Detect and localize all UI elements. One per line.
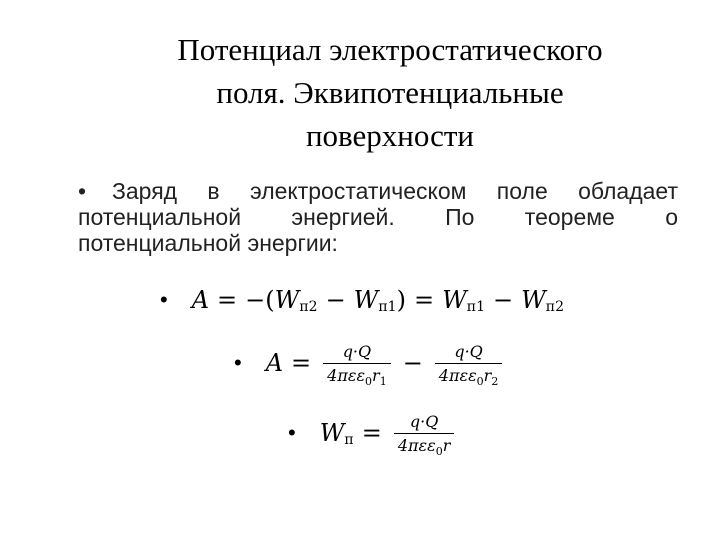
minus-open-paren: −(	[245, 286, 275, 314]
equals-sign: =	[291, 349, 312, 377]
equals-sign: =	[217, 286, 238, 314]
subscript-zero: 0	[365, 374, 373, 388]
minus-sign: −	[402, 349, 423, 377]
minus-sign: −	[493, 286, 514, 314]
radius-symbol: r	[372, 365, 380, 385]
radius-symbol: r	[442, 435, 451, 455]
symbol-energy: W	[319, 419, 345, 447]
equals-sign: =	[361, 419, 382, 447]
paragraph-line-2: потенциальной энергией. По теореме о	[78, 204, 678, 230]
fraction-r1	[323, 341, 391, 388]
fraction-numerator: q·Q	[454, 341, 483, 361]
equals-sign: =	[413, 286, 435, 314]
paragraph-line-3: потенциальной энергии:	[78, 230, 338, 256]
subscript-two: 2	[491, 374, 499, 388]
bullet-paragraph	[78, 178, 678, 256]
formula-work-coulomb	[234, 333, 506, 393]
symbol-energy: W	[521, 286, 546, 314]
symbol-energy: W	[442, 286, 467, 314]
close-paren: )	[396, 286, 406, 314]
formula-bullet: •	[288, 420, 296, 445]
subscript-p1: п1	[466, 299, 485, 315]
subscript-p2: п2	[545, 299, 565, 315]
formula-bullet: •	[234, 350, 242, 375]
minus-sign: −	[325, 286, 346, 314]
subscript-one: 1	[379, 374, 387, 388]
subscript-p1: п1	[378, 299, 397, 315]
subscript-p2: п2	[299, 299, 318, 315]
subscript-zero: 0	[476, 374, 484, 388]
fraction-denominator	[394, 433, 455, 458]
symbol-energy: W	[353, 286, 379, 314]
fraction-numerator: q·Q	[409, 411, 439, 431]
symbol-work: A	[265, 349, 284, 377]
title-line-1: Потенциал электростатического	[177, 32, 603, 67]
title-line-2: поля. Эквипотенциальные	[216, 75, 564, 110]
title-line-3: поверхности	[305, 118, 475, 153]
fraction-r2	[435, 341, 503, 388]
formula-bullet: •	[160, 287, 168, 312]
slide-title	[110, 28, 670, 157]
radius-symbol: r	[483, 365, 492, 385]
denominator-text: 4πεε	[327, 365, 366, 385]
subscript-zero: 0	[435, 444, 443, 458]
subscript-p: п	[344, 432, 354, 448]
fraction-numerator: q·Q	[342, 341, 372, 361]
denominator-text: 4πεε	[438, 365, 477, 385]
fraction-denominator	[323, 363, 391, 388]
fraction-r	[394, 411, 455, 458]
bullet-marker: •	[78, 178, 87, 204]
fraction-denominator	[435, 363, 503, 388]
symbol-energy: W	[274, 286, 300, 314]
paragraph-line-1: Заряд в электростатическом поле обладает	[112, 178, 678, 204]
formula-potential-energy	[288, 405, 458, 461]
denominator-text: 4πεε	[397, 435, 436, 455]
symbol-work: A	[191, 286, 210, 314]
formula-work-energy-difference	[160, 280, 564, 320]
